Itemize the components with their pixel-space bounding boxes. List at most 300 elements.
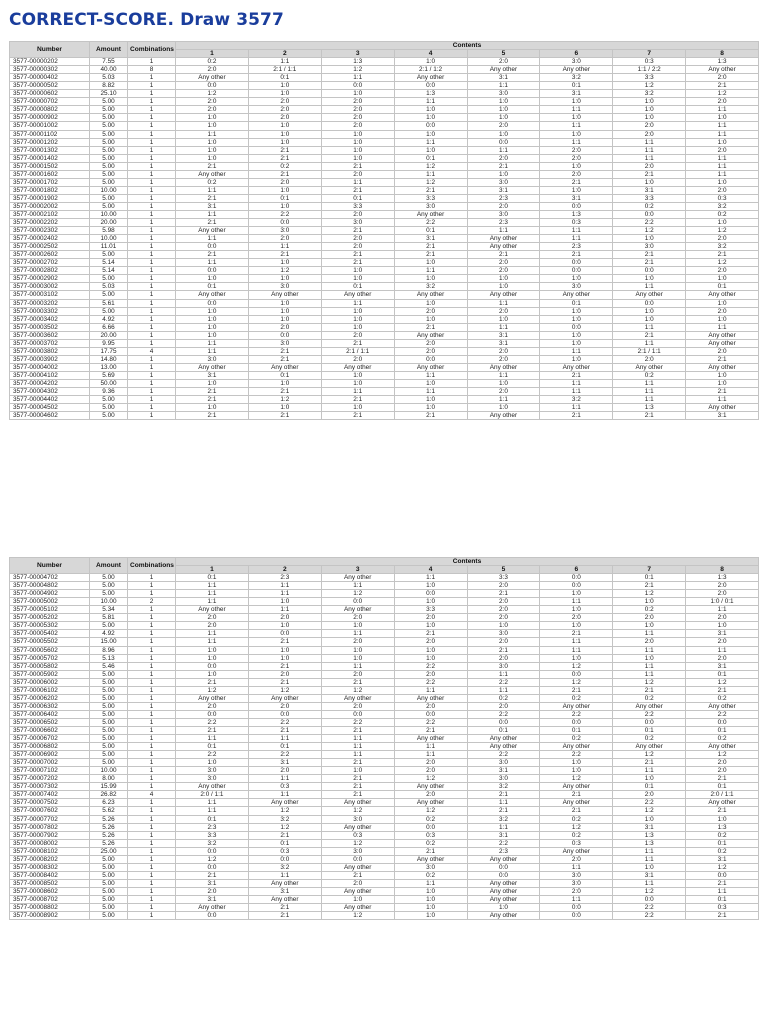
- table-row: [10, 98, 759, 106]
- score-cell: 3:0: [540, 283, 613, 291]
- header-content-col: 8: [686, 566, 759, 574]
- amount-cell: 5.81: [90, 614, 128, 622]
- ticket-number: 3577-00004902: [10, 590, 90, 598]
- ticket-number: 3577-00006802: [10, 743, 90, 751]
- combinations-cell: 1: [128, 855, 176, 863]
- score-cell: 1:1: [613, 767, 686, 775]
- score-cell: 1:0: [394, 259, 467, 267]
- score-cell: Any other: [467, 235, 540, 243]
- score-cell: 0:0: [613, 895, 686, 903]
- ticket-number: 3577-00007902: [10, 831, 90, 839]
- score-cell: 0:0: [540, 259, 613, 267]
- score-cell: 1:0: [176, 275, 249, 283]
- score-cell: 0:0: [613, 718, 686, 726]
- score-cell: 1:1: [248, 735, 321, 743]
- score-cell: 0:0: [176, 267, 249, 275]
- combinations-cell: 1: [128, 686, 176, 694]
- header-content-col: 5: [467, 50, 540, 58]
- score-cell: 2:0: [467, 58, 540, 66]
- score-cell: Any other: [467, 912, 540, 920]
- score-cell: 0:0: [394, 590, 467, 598]
- score-cell: 1:0: [176, 307, 249, 315]
- score-cell: 1:1: [540, 227, 613, 235]
- score-cell: 1:1: [540, 598, 613, 606]
- score-cell: 2:1: [613, 686, 686, 694]
- table-row: [10, 412, 759, 420]
- table-row: [10, 831, 759, 839]
- score-cell: Any other: [540, 743, 613, 751]
- score-cell: 1:2: [248, 267, 321, 275]
- amount-cell: 9.95: [90, 339, 128, 347]
- score-cell: 1:1: [613, 630, 686, 638]
- amount-cell: 5.00: [90, 904, 128, 912]
- ticket-number: 3577-00002902: [10, 275, 90, 283]
- amount-cell: 8.96: [90, 646, 128, 654]
- score-cell: 1:2: [176, 90, 249, 98]
- amount-cell: 5.00: [90, 871, 128, 879]
- amount-cell: 20.00: [90, 331, 128, 339]
- ticket-number: 3577-00002602: [10, 251, 90, 259]
- combinations-cell: 1: [128, 299, 176, 307]
- table-row: [10, 638, 759, 646]
- score-cell: 2:0: [394, 307, 467, 315]
- score-cell: 2:3: [540, 243, 613, 251]
- score-cell: 0:0: [394, 710, 467, 718]
- score-cell: 1:1: [248, 243, 321, 251]
- score-cell: 1:2: [321, 807, 394, 815]
- table-row: [10, 694, 759, 702]
- amount-cell: 5.00: [90, 678, 128, 686]
- score-cell: 2:0: [321, 879, 394, 887]
- score-cell: 1:0: [467, 904, 540, 912]
- ticket-number: 3577-00007702: [10, 815, 90, 823]
- score-cell: 1:3: [613, 404, 686, 412]
- score-cell: 1:0: [540, 590, 613, 598]
- score-cell: 1:0: [248, 598, 321, 606]
- score-cell: 2:0: [176, 106, 249, 114]
- score-cell: 0:0: [540, 323, 613, 331]
- ticket-number: 3577-00006402: [10, 710, 90, 718]
- score-cell: 1:1: [467, 323, 540, 331]
- score-cell: 2:0: [394, 759, 467, 767]
- score-cell: 3:2: [613, 90, 686, 98]
- score-cell: 0:0: [686, 718, 759, 726]
- score-cell: 3:0: [394, 863, 467, 871]
- score-cell: 0:2: [176, 58, 249, 66]
- score-cell: 1:0: [394, 622, 467, 630]
- score-cell: 3:3: [394, 606, 467, 614]
- score-cell: 3:2: [540, 396, 613, 404]
- score-cell: Any other: [321, 904, 394, 912]
- score-cell: 2:0 / 1:1: [686, 791, 759, 799]
- score-cell: 2:0: [321, 210, 394, 218]
- score-cell: 1:2: [321, 590, 394, 598]
- combinations-cell: 1: [128, 267, 176, 275]
- score-cell: 1:0: [248, 379, 321, 387]
- score-cell: 1:0: [613, 178, 686, 186]
- score-cell: 1:0: [248, 90, 321, 98]
- score-cell: 1:1: [176, 598, 249, 606]
- header-content-col: 3: [321, 50, 394, 58]
- table-row: [10, 718, 759, 726]
- score-cell: Any other: [613, 702, 686, 710]
- header-content-col: 8: [686, 50, 759, 58]
- score-cell: 2:2: [613, 710, 686, 718]
- table-row: [10, 235, 759, 243]
- ticket-number: 3577-00005902: [10, 670, 90, 678]
- score-cell: 2:1: [394, 323, 467, 331]
- amount-cell: 5.14: [90, 267, 128, 275]
- score-cell: 3:2: [686, 202, 759, 210]
- score-cell: 0:2: [686, 847, 759, 855]
- score-cell: 3:1: [467, 767, 540, 775]
- score-cell: 3:0: [540, 871, 613, 879]
- table-row: [10, 106, 759, 114]
- score-cell: 2:0: [467, 307, 540, 315]
- score-cell: 1:3: [321, 58, 394, 66]
- score-cell: 0:1: [540, 726, 613, 734]
- score-cell: 2:0: [394, 638, 467, 646]
- score-cell: Any other: [394, 210, 467, 218]
- table-row: [10, 710, 759, 718]
- score-cell: 1:0: [394, 404, 467, 412]
- score-cell: 1:0: [540, 315, 613, 323]
- score-cell: Any other: [176, 291, 249, 299]
- score-cell: 0:2: [394, 815, 467, 823]
- score-cell: 2:2: [394, 219, 467, 227]
- score-cell: 1:1: [321, 388, 394, 396]
- table-row: [10, 606, 759, 614]
- score-cell: 2:0 / 1:1: [176, 791, 249, 799]
- score-cell: Any other: [613, 743, 686, 751]
- score-cell: Any other: [248, 363, 321, 371]
- score-cell: 2:2: [176, 751, 249, 759]
- score-cell: 0:1: [248, 74, 321, 82]
- score-cell: 2:0: [321, 235, 394, 243]
- score-cell: 1:1: [540, 638, 613, 646]
- score-cell: 1:0: [321, 622, 394, 630]
- score-cell: 1:0: [321, 275, 394, 283]
- score-cell: 0:0: [394, 122, 467, 130]
- score-cell: 2:1: [686, 807, 759, 815]
- table-row: [10, 847, 759, 855]
- score-cell: 0:1: [321, 194, 394, 202]
- score-cell: 1:1: [176, 638, 249, 646]
- table-row: [10, 210, 759, 218]
- score-cell: 1:1: [686, 162, 759, 170]
- table-row: [10, 630, 759, 638]
- score-cell: 3:3: [321, 202, 394, 210]
- score-cell: 1:1: [686, 646, 759, 654]
- ticket-number: 3577-00005302: [10, 622, 90, 630]
- table-row: [10, 646, 759, 654]
- score-cell: 3:1: [176, 202, 249, 210]
- score-cell: 0:1: [248, 371, 321, 379]
- score-cell: 0:1: [540, 299, 613, 307]
- score-cell: 1:1: [613, 323, 686, 331]
- score-cell: 3:2: [248, 815, 321, 823]
- amount-cell: 5.00: [90, 154, 128, 162]
- score-cell: 1:0: [176, 122, 249, 130]
- score-cell: 2:2: [176, 718, 249, 726]
- score-cell: 0:2: [540, 694, 613, 702]
- score-cell: 2:0: [248, 106, 321, 114]
- combinations-cell: 1: [128, 227, 176, 235]
- score-cell: 0:1: [613, 726, 686, 734]
- header-contents: Contents: [176, 558, 759, 566]
- score-cell: 0:0: [176, 82, 249, 90]
- score-cell: 2:1: [176, 726, 249, 734]
- score-cell: 1:1: [321, 74, 394, 82]
- score-cell: 1:3: [686, 823, 759, 831]
- ticket-number: 3577-00008402: [10, 871, 90, 879]
- score-cell: 1:1: [613, 388, 686, 396]
- score-cell: 1:1: [394, 879, 467, 887]
- ticket-number: 3577-00001702: [10, 178, 90, 186]
- score-cell: 2:1: [248, 912, 321, 920]
- combinations-cell: 1: [128, 646, 176, 654]
- score-cell: 1:2: [540, 678, 613, 686]
- table-row: [10, 887, 759, 895]
- score-cell: 1:1: [394, 98, 467, 106]
- score-cell: Any other: [176, 606, 249, 614]
- combinations-cell: 1: [128, 831, 176, 839]
- score-cell: 2:1: [394, 847, 467, 855]
- amount-cell: 5.00: [90, 582, 128, 590]
- score-cell: 2:1: [467, 807, 540, 815]
- score-cell: 1:1: [467, 146, 540, 154]
- score-cell: 2:1: [540, 371, 613, 379]
- amount-cell: 5.00: [90, 743, 128, 751]
- score-cell: 1:1: [540, 122, 613, 130]
- score-cell: 0:2: [467, 694, 540, 702]
- score-cell: 1:0: [248, 404, 321, 412]
- ticket-number: 3577-00004702: [10, 574, 90, 582]
- ticket-number: 3577-00003202: [10, 299, 90, 307]
- score-cell: 3:1: [467, 186, 540, 194]
- score-cell: 2:0: [248, 114, 321, 122]
- score-cell: 2:0: [248, 323, 321, 331]
- combinations-cell: 1: [128, 379, 176, 387]
- header-content-col: 2: [248, 566, 321, 574]
- table-row: [10, 622, 759, 630]
- score-cell: 2:1: [176, 162, 249, 170]
- score-cell: 1:1: [248, 775, 321, 783]
- score-cell: 3:0: [540, 879, 613, 887]
- score-cell: Any other: [394, 855, 467, 863]
- score-cell: 1:1: [686, 606, 759, 614]
- combinations-cell: 1: [128, 718, 176, 726]
- score-cell: 1:1: [467, 227, 540, 235]
- score-cell: 1:0: [613, 598, 686, 606]
- score-cell: Any other: [686, 799, 759, 807]
- ticket-number: 3577-00007802: [10, 823, 90, 831]
- score-cell: 1:1: [248, 791, 321, 799]
- score-cell: Any other: [321, 363, 394, 371]
- score-cell: 1:0: [321, 323, 394, 331]
- amount-cell: 5.00: [90, 396, 128, 404]
- combinations-cell: 1: [128, 606, 176, 614]
- amount-cell: 5.00: [90, 895, 128, 903]
- score-cell: 2:0: [540, 170, 613, 178]
- combinations-cell: 1: [128, 307, 176, 315]
- score-cell: 3:1: [467, 74, 540, 82]
- combinations-cell: 1: [128, 638, 176, 646]
- ticket-number: 3577-00005802: [10, 662, 90, 670]
- table-row: [10, 799, 759, 807]
- amount-cell: 5.98: [90, 227, 128, 235]
- table-row: [10, 686, 759, 694]
- ticket-number: 3577-00001302: [10, 146, 90, 154]
- score-cell: 3:2: [686, 243, 759, 251]
- score-cell: 0:2: [686, 831, 759, 839]
- score-cell: 0:1: [248, 194, 321, 202]
- score-cell: 2:2: [467, 678, 540, 686]
- combinations-cell: 2: [128, 598, 176, 606]
- score-cell: 1:0: [248, 138, 321, 146]
- ticket-number: 3577-00003802: [10, 347, 90, 355]
- ticket-number: 3577-00004402: [10, 396, 90, 404]
- table-row: [10, 122, 759, 130]
- score-cell: 1:0 / 0:1: [686, 598, 759, 606]
- score-cell: 2:1: [321, 412, 394, 420]
- amount-cell: 10.00: [90, 598, 128, 606]
- score-cell: Any other: [540, 847, 613, 855]
- score-cell: 1:0: [248, 299, 321, 307]
- score-cell: 1:0: [248, 622, 321, 630]
- amount-cell: 5.00: [90, 912, 128, 920]
- score-cell: 1:0: [540, 162, 613, 170]
- score-cell: 1:0: [248, 275, 321, 283]
- table-row: [10, 855, 759, 863]
- ticket-number: 3577-00003602: [10, 331, 90, 339]
- score-cell: 1:2: [394, 807, 467, 815]
- ticket-number: 3577-00008002: [10, 839, 90, 847]
- score-cell: 3:1: [467, 331, 540, 339]
- header-content-col: 1: [176, 566, 249, 574]
- score-cell: 1:0: [540, 98, 613, 106]
- combinations-cell: 1: [128, 839, 176, 847]
- score-cell: 2:0: [467, 582, 540, 590]
- score-cell: 1:1: [321, 751, 394, 759]
- score-cell: 2:0: [540, 146, 613, 154]
- score-cell: 1:1: [467, 82, 540, 90]
- score-cell: 2:1: [467, 590, 540, 598]
- score-cell: 2:0: [467, 154, 540, 162]
- score-cell: 1:2: [686, 863, 759, 871]
- score-cell: Any other: [248, 879, 321, 887]
- combinations-cell: 1: [128, 194, 176, 202]
- ticket-number: 3577-00003002: [10, 283, 90, 291]
- score-cell: 2:1: [321, 259, 394, 267]
- combinations-cell: 1: [128, 815, 176, 823]
- score-cell: 2:2: [394, 678, 467, 686]
- score-cell: 2:1: [540, 807, 613, 815]
- score-cell: 3:2: [467, 815, 540, 823]
- score-cell: 3:0: [467, 662, 540, 670]
- combinations-cell: 4: [128, 347, 176, 355]
- combinations-cell: 1: [128, 743, 176, 751]
- score-cell: 0:2: [613, 606, 686, 614]
- score-cell: 3:1: [613, 823, 686, 831]
- score-cell: 0:2: [613, 735, 686, 743]
- score-cell: 1:0: [686, 315, 759, 323]
- score-cell: 2:1: [686, 686, 759, 694]
- score-cell: 2:1 / 1:1: [248, 66, 321, 74]
- score-cell: 2:1 / 1:2: [394, 66, 467, 74]
- score-cell: 1:1: [540, 388, 613, 396]
- score-cell: 2:1: [321, 251, 394, 259]
- score-cell: 2:0: [467, 388, 540, 396]
- score-cell: 1:0: [467, 114, 540, 122]
- score-cell: 3:0: [613, 243, 686, 251]
- score-cell: 2:0: [248, 614, 321, 622]
- amount-cell: 5.00: [90, 170, 128, 178]
- score-cell: 1:0: [394, 299, 467, 307]
- score-cell: 2:0: [686, 347, 759, 355]
- combinations-cell: 1: [128, 82, 176, 90]
- score-cell: 1:0: [540, 114, 613, 122]
- ticket-number: 3577-00002702: [10, 259, 90, 267]
- score-cell: 1:1: [467, 670, 540, 678]
- header-amount: Amount: [90, 42, 128, 58]
- score-cell: 2:1: [321, 339, 394, 347]
- score-cell: 1:0: [467, 130, 540, 138]
- table-row: [10, 315, 759, 323]
- amount-cell: 5.61: [90, 299, 128, 307]
- table-row: [10, 74, 759, 82]
- combinations-cell: 1: [128, 710, 176, 718]
- score-cell: 2:1: [176, 396, 249, 404]
- ticket-number: 3577-00003302: [10, 307, 90, 315]
- ticket-number: 3577-00006502: [10, 718, 90, 726]
- score-cell: 1:2: [540, 823, 613, 831]
- score-cell: 0:1: [686, 839, 759, 847]
- score-cell: 2:0: [613, 130, 686, 138]
- combinations-cell: 1: [128, 678, 176, 686]
- score-cell: 1:1: [467, 799, 540, 807]
- score-cell: 1:0: [176, 114, 249, 122]
- combinations-cell: 1: [128, 315, 176, 323]
- combinations-cell: 1: [128, 871, 176, 879]
- score-cell: 1:2: [394, 775, 467, 783]
- score-cell: 1:0: [467, 315, 540, 323]
- score-cell: 1:1: [176, 339, 249, 347]
- score-cell: 1:0: [613, 275, 686, 283]
- score-cell: 1:0: [686, 371, 759, 379]
- combinations-cell: 1: [128, 363, 176, 371]
- combinations-cell: 1: [128, 178, 176, 186]
- score-cell: 2:0: [686, 767, 759, 775]
- score-cell: Any other: [686, 404, 759, 412]
- score-cell: 2:2: [248, 718, 321, 726]
- score-cell: 1:2: [613, 227, 686, 235]
- score-cell: 0:1: [686, 895, 759, 903]
- score-cell: 1:0: [176, 154, 249, 162]
- amount-cell: 25.00: [90, 847, 128, 855]
- score-cell: 2:1: [321, 759, 394, 767]
- ticket-number: 3577-00003902: [10, 355, 90, 363]
- score-cell: 1:1: [686, 122, 759, 130]
- amount-cell: 5.00: [90, 879, 128, 887]
- score-cell: 0:0: [248, 855, 321, 863]
- score-cell: 1:0: [321, 267, 394, 275]
- ticket-number: 3577-00007002: [10, 759, 90, 767]
- amount-cell: 10.00: [90, 767, 128, 775]
- score-cell: 1:1: [613, 670, 686, 678]
- score-cell: 1:0: [394, 582, 467, 590]
- score-cell: 1:1: [248, 606, 321, 614]
